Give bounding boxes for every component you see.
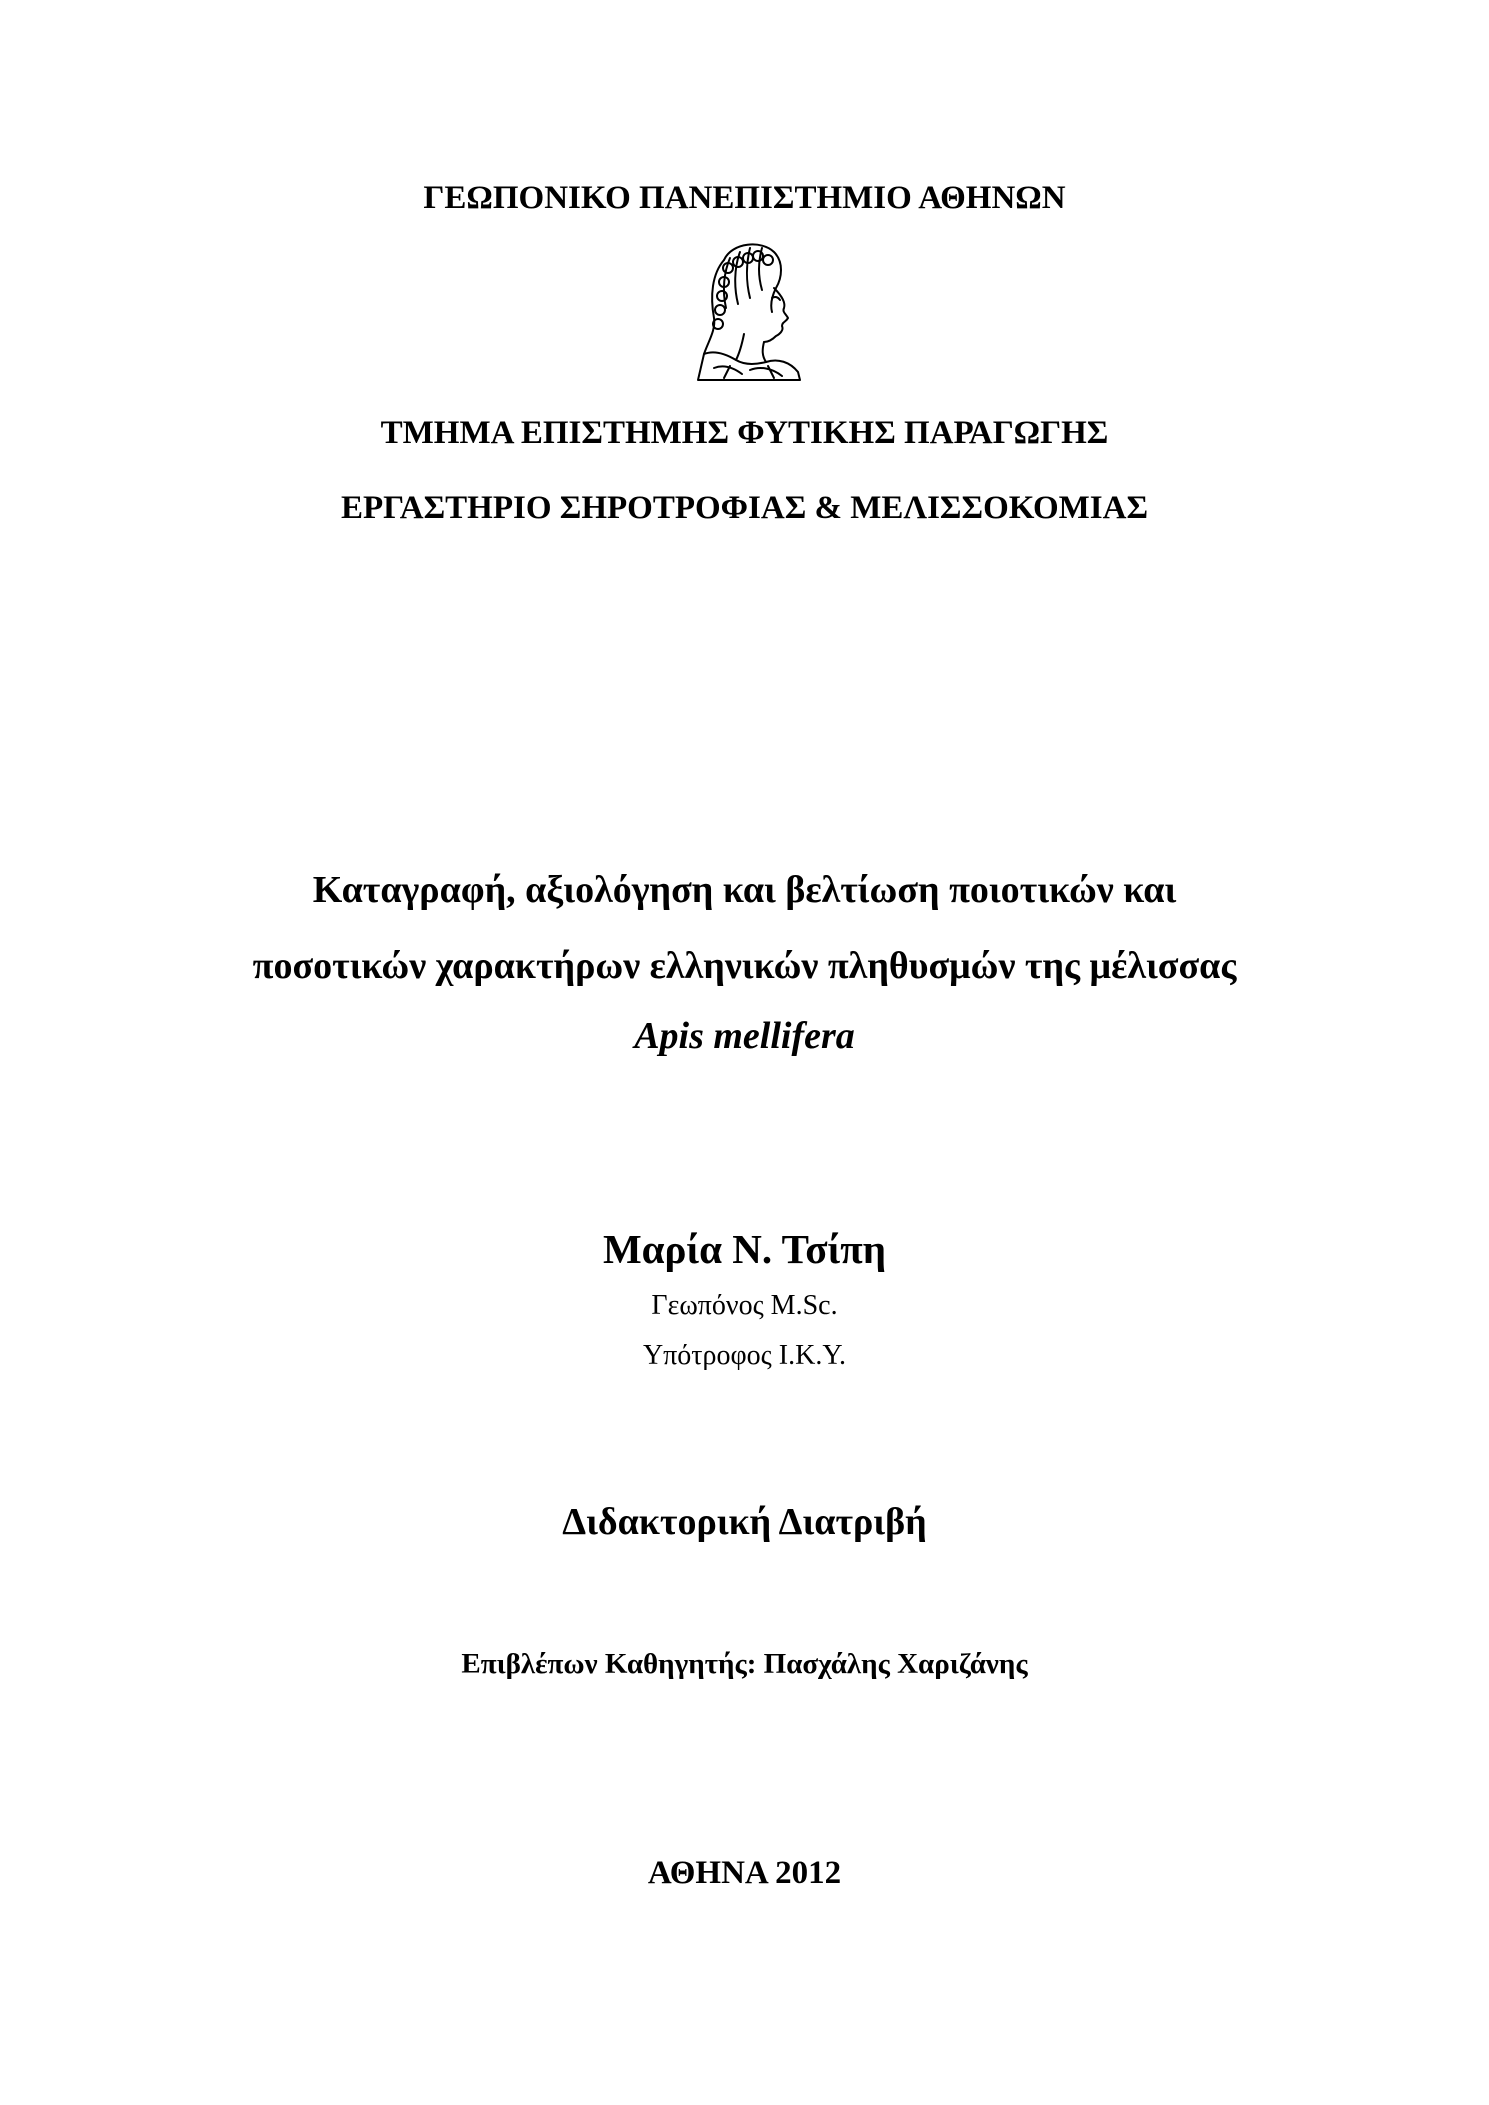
thesis-title-line-2: ποσοτικών χαρακτήρων ελληνικών πληθυσμών της μέλισσας	[252, 945, 1237, 987]
thesis-title-species: Apis mellifera	[634, 1015, 855, 1057]
classical-head-logo-icon	[684, 238, 808, 384]
author-name: Μαρία Ν. Τσίπη	[602, 1226, 887, 1272]
department-name: ΤΜΗΜΑ ΕΠΙΣΤΗΜΗΣ ΦΥΤΙΚΗΣ ΠΑΡΑΓΩΓΗΣ	[380, 415, 1109, 451]
thesis-type: Διδακτορική Διατριβή	[562, 1501, 927, 1543]
author-qualification: Γεωπόνος M.Sc.	[651, 1290, 838, 1321]
place-and-year: ΑΘΗΝΑ 2012	[647, 1855, 842, 1891]
thesis-title-line-1: Καταγραφή, αξιολόγηση και βελτίωση ποιοτικών και	[312, 869, 1177, 911]
university-name: ΓΕΩΠΟΝΙΚΟ ΠΑΝΕΠΙΣΤΗΜΙΟ ΑΘΗΝΩΝ	[423, 180, 1066, 216]
author-scholarship: Υπότροφος Ι.Κ.Υ.	[642, 1340, 847, 1371]
laboratory-name: ΕΡΓΑΣΤΗΡΙΟ ΣΗΡΟΤΡΟΦΙΑΣ & ΜΕΛΙΣΣΟΚΟΜΙΑΣ	[340, 490, 1149, 526]
supervisor: Επιβλέπων Καθηγητής: Πασχάλης Χαριζάνης	[461, 1648, 1028, 1680]
